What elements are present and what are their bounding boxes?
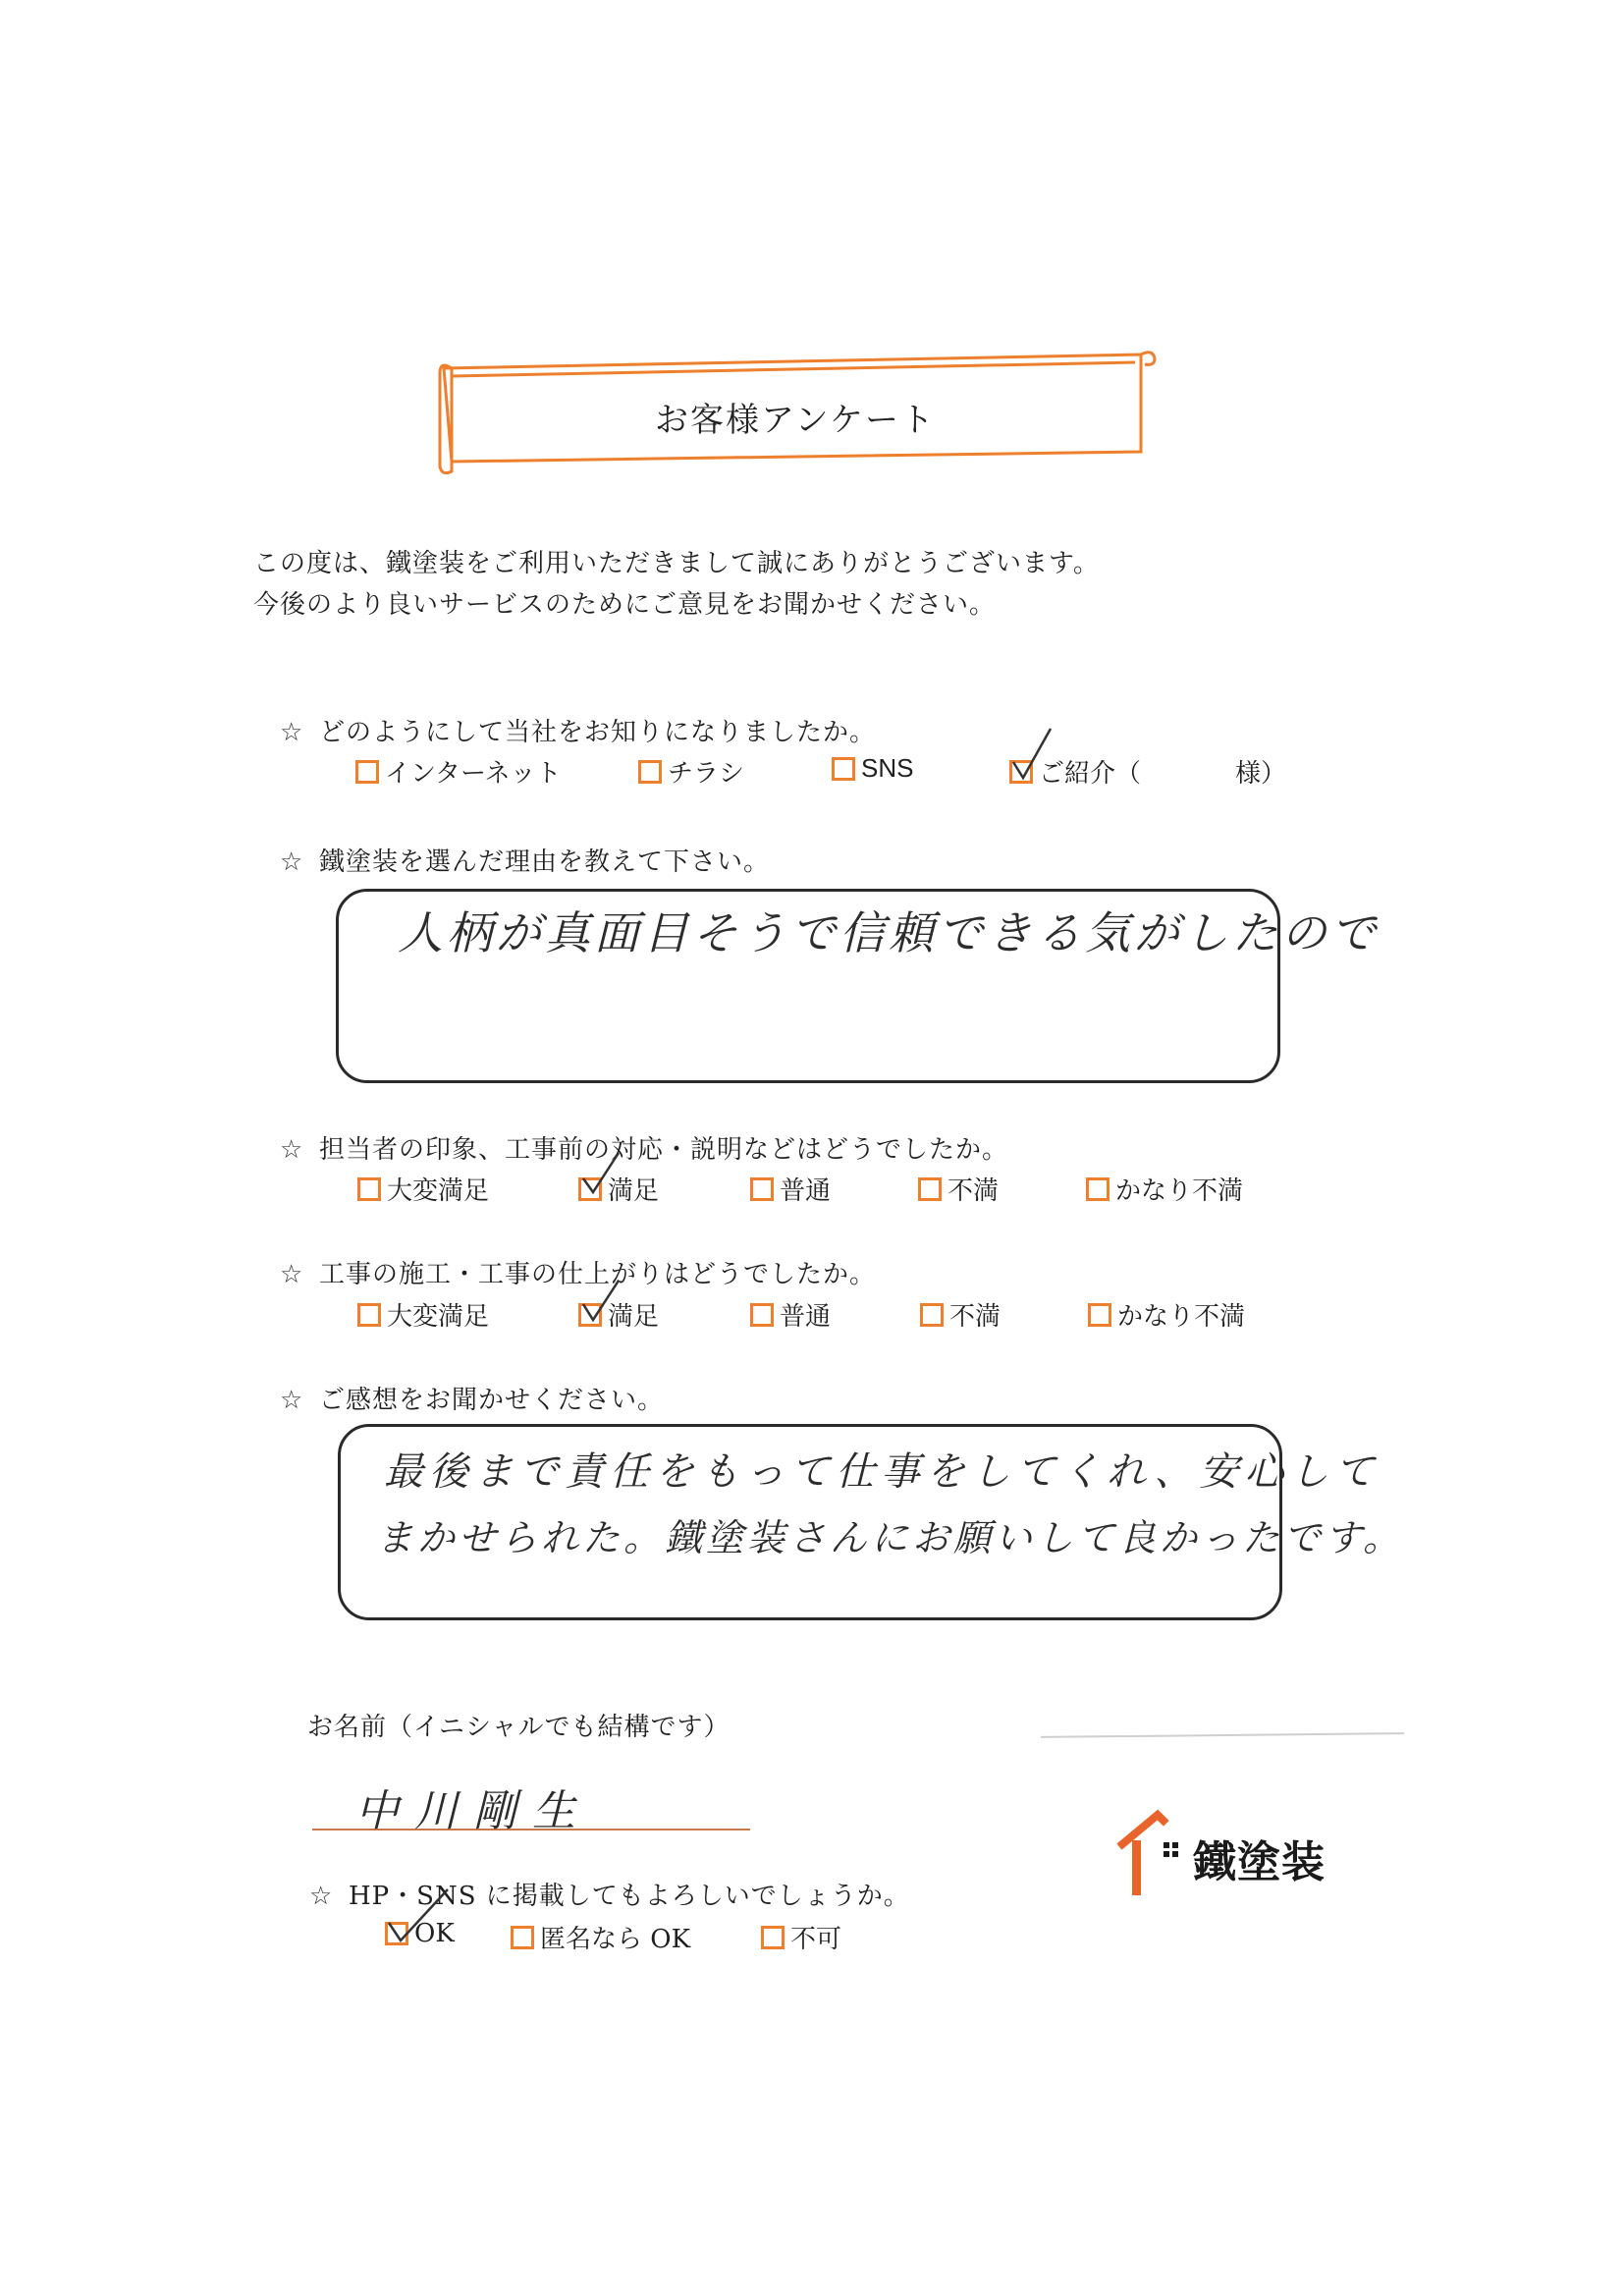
q4-option-very-satisfied[interactable] bbox=[357, 1296, 489, 1333]
checkbox[interactable] bbox=[638, 760, 662, 784]
q1-referral-suffix bbox=[1235, 753, 1286, 790]
option-label: 普通 bbox=[780, 1176, 832, 1206]
reason-answer-box[interactable] bbox=[336, 889, 1380, 1083]
question-5-text: ご感想をお聞かせください。 bbox=[319, 1386, 665, 1415]
impressions-answer-line-2: まかせられた。鐵塗装さんにお願いして良かったです。 bbox=[376, 1516, 1404, 1559]
q1-option-sns[interactable] bbox=[832, 753, 913, 784]
option-label: 不可 bbox=[790, 1925, 842, 1954]
checkbox[interactable] bbox=[357, 1303, 381, 1327]
q3-option-very-satisfied[interactable] bbox=[357, 1171, 489, 1207]
question-5 bbox=[280, 1380, 664, 1416]
star-icon: ☆ bbox=[280, 1260, 304, 1289]
option-label: 満足 bbox=[608, 1176, 660, 1206]
question-6-text: HP・SNS に掲載してもよろしいでしょうか。 bbox=[349, 1882, 910, 1911]
option-label: インターネット bbox=[385, 759, 562, 789]
checkbox[interactable] bbox=[750, 1177, 774, 1201]
reason-answer-text: 人柄が真面目そうで信頼できる気がしたので bbox=[398, 906, 1380, 959]
q1-option-internet[interactable] bbox=[355, 753, 562, 790]
q6-option-not-allowed[interactable] bbox=[761, 1919, 841, 1955]
check-mark-icon bbox=[579, 1277, 624, 1328]
option-label: 大変満足 bbox=[387, 1176, 490, 1206]
checkbox[interactable] bbox=[750, 1303, 774, 1327]
option-label: 大変満足 bbox=[387, 1302, 490, 1332]
house-icon bbox=[1114, 1805, 1193, 1903]
question-2-text: 鐵塗装を選んだ理由を教えて下さい。 bbox=[319, 847, 771, 877]
option-label: 様） bbox=[1235, 759, 1287, 789]
question-3-text: 担当者の印象、工事前の対応・説明などはどうでしたか。 bbox=[319, 1135, 1009, 1165]
check-mark-icon bbox=[385, 1885, 454, 1946]
impressions-answer-line-1: 最後まで責任をもって仕事をしてくれ、安心して bbox=[384, 1449, 1380, 1495]
option-label: 不満 bbox=[949, 1302, 1001, 1332]
option-label: 不満 bbox=[947, 1176, 1000, 1206]
checkbox[interactable] bbox=[920, 1303, 944, 1327]
checkbox[interactable] bbox=[1086, 1177, 1110, 1201]
checkbox[interactable] bbox=[355, 760, 379, 784]
q3-option-dissatisfied[interactable] bbox=[918, 1171, 999, 1207]
q6-option-anonymous-ok[interactable] bbox=[511, 1919, 690, 1955]
option-label: チラシ bbox=[668, 759, 745, 789]
star-icon: ☆ bbox=[309, 1882, 334, 1911]
option-label: 満足 bbox=[608, 1302, 660, 1332]
intro-text bbox=[253, 543, 1100, 626]
checkbox[interactable] bbox=[511, 1926, 534, 1949]
question-4 bbox=[280, 1254, 876, 1290]
question-2 bbox=[280, 842, 770, 878]
option-label: SNS bbox=[861, 753, 914, 783]
intro-line-2: 今後のより良いサービスのためにご意見をお聞かせください。 bbox=[253, 590, 997, 620]
option-label: かなり不満 bbox=[1117, 1302, 1246, 1332]
q3-option-neutral[interactable] bbox=[750, 1171, 831, 1207]
question-1-text: どのようにして当社をお知りになりましたか。 bbox=[319, 718, 877, 747]
checkbox[interactable] bbox=[357, 1177, 381, 1201]
company-logo bbox=[1114, 1805, 1350, 1903]
intro-line-1: この度は、鐵塗装をご利用いただきまして誠にありがとうございます。 bbox=[253, 549, 1100, 578]
star-icon: ☆ bbox=[280, 847, 304, 877]
option-label: 普通 bbox=[780, 1302, 832, 1332]
option-label: 匿名なら OK bbox=[540, 1925, 691, 1954]
scan-line bbox=[1041, 1732, 1404, 1738]
star-icon: ☆ bbox=[280, 1386, 304, 1415]
q4-option-neutral[interactable] bbox=[750, 1296, 831, 1333]
star-icon: ☆ bbox=[280, 1135, 304, 1165]
name-value[interactable]: 中川剛生 bbox=[355, 1786, 591, 1836]
checkbox[interactable] bbox=[761, 1926, 785, 1949]
logo-name: 鐵塗装 bbox=[1193, 1837, 1326, 1887]
option-label: OK bbox=[414, 1919, 455, 1948]
name-label: お名前（イニシャルでも結構です） bbox=[307, 1713, 731, 1742]
option-label: かなり不満 bbox=[1115, 1176, 1244, 1206]
checkbox[interactable] bbox=[1088, 1303, 1111, 1327]
title-banner bbox=[432, 349, 1159, 476]
q1-option-flyer[interactable] bbox=[638, 753, 744, 790]
question-3 bbox=[280, 1129, 1008, 1166]
option-label: ご紹介（ bbox=[1039, 759, 1142, 789]
checkbox[interactable] bbox=[918, 1177, 942, 1201]
page-title: お客様アンケート bbox=[655, 401, 936, 440]
q4-option-very-dissatisfied[interactable] bbox=[1088, 1296, 1245, 1333]
impressions-answer-box[interactable] bbox=[338, 1424, 1404, 1620]
star-icon: ☆ bbox=[280, 718, 304, 747]
question-1 bbox=[280, 712, 876, 748]
check-mark-icon bbox=[1007, 725, 1056, 784]
check-mark-icon bbox=[579, 1149, 624, 1200]
question-4-text: 工事の施工・工事の仕上がりはどうでしたか。 bbox=[319, 1260, 877, 1289]
q3-option-very-dissatisfied[interactable] bbox=[1086, 1171, 1243, 1207]
checkbox[interactable] bbox=[832, 757, 855, 781]
q4-option-dissatisfied[interactable] bbox=[920, 1296, 1001, 1333]
